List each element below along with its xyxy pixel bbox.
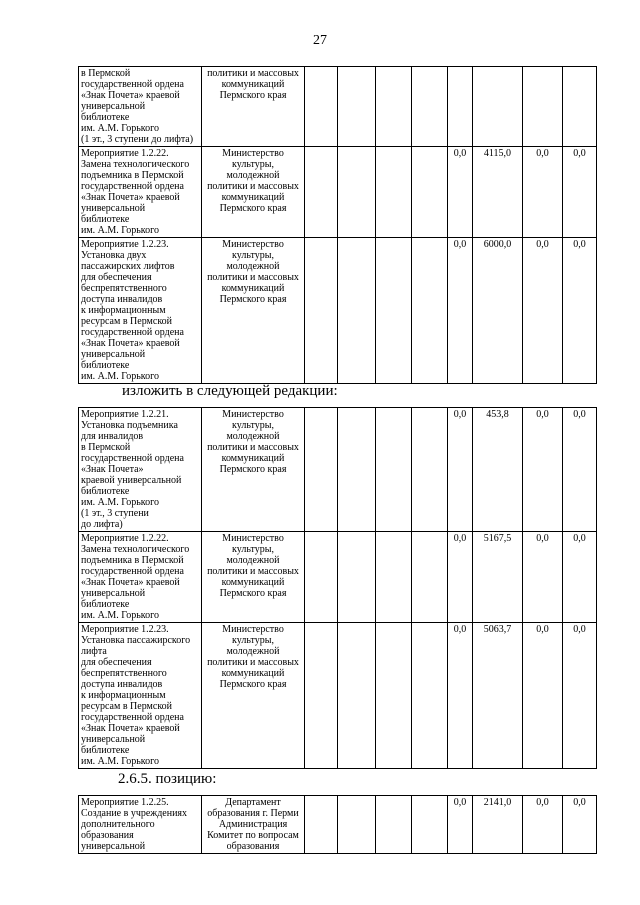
- table-row: [79, 147, 597, 238]
- empty-cell: [338, 238, 376, 384]
- executor-cell: Министерство культуры, молодежной политики и массовых коммуникаций Пермского края: [202, 532, 305, 623]
- executor-cell: политики и массовых коммуникаций Пермского края: [202, 67, 305, 147]
- empty-cell: [412, 408, 448, 532]
- empty-cell: [338, 623, 376, 769]
- value-cell: 0,0: [563, 532, 597, 623]
- value-cell: 0,0: [448, 623, 473, 769]
- value-cell: 4115,0: [473, 147, 523, 238]
- value-cell: 0,0: [523, 532, 563, 623]
- empty-cell: [376, 408, 412, 532]
- empty-cell: [412, 532, 448, 623]
- empty-cell: [305, 796, 338, 854]
- empty-cell: [376, 532, 412, 623]
- value-cell: 0,0: [563, 408, 597, 532]
- value-cell: 0,0: [523, 147, 563, 238]
- empty-cell: [376, 238, 412, 384]
- value-cell: 453,8: [473, 408, 523, 532]
- executor-cell: Министерство культуры, молодежной политики и массовых коммуникаций Пермского края: [202, 147, 305, 238]
- value-cell: 0,0: [448, 408, 473, 532]
- empty-cell: [376, 147, 412, 238]
- heading-new-wording: изложить в следующей редакции:: [122, 383, 338, 399]
- empty-cell: [412, 147, 448, 238]
- value-cell: 0,0: [523, 408, 563, 532]
- empty-cell: [412, 796, 448, 854]
- empty-cell: [376, 67, 412, 147]
- table-row: [79, 796, 597, 854]
- value-cell: [448, 67, 473, 147]
- value-cell: [523, 67, 563, 147]
- measure-name-cell: Мероприятие 1.2.23. Установка двух пассажирских лифтов для обеспечения беспрепятственного доступа инвалидов к информационным ресурсам в Пермской государственной ордена «Знак Почета» краевой универсальной библиотеке им. А.М. Горького: [79, 238, 202, 384]
- table-new-wording: [78, 407, 597, 769]
- page-number: 27: [313, 33, 327, 48]
- measure-name-cell: Мероприятие 1.2.21. Установка подъемника для инвалидов в Пермской государственной ордена «Знак Почета» краевой универсальной библиотеке им. А.М. Горького (1 эт., 3 ступени до лифта): [79, 408, 202, 532]
- value-cell: 0,0: [563, 238, 597, 384]
- table-row: [79, 408, 597, 532]
- empty-cell: [305, 408, 338, 532]
- executor-cell: Министерство культуры, молодежной политики и массовых коммуникаций Пермского края: [202, 238, 305, 384]
- value-cell: 0,0: [448, 147, 473, 238]
- empty-cell: [305, 623, 338, 769]
- value-cell: [473, 67, 523, 147]
- empty-cell: [305, 532, 338, 623]
- value-cell: 0,0: [523, 623, 563, 769]
- value-cell: 0,0: [563, 147, 597, 238]
- empty-cell: [305, 67, 338, 147]
- table-previous-wording: [78, 66, 597, 384]
- measure-name-cell: Мероприятие 1.2.22. Замена технологического подъемника в Пермской государственной ордена «Знак Почета» краевой универсальной библиотеке им. А.М. Горького: [79, 147, 202, 238]
- empty-cell: [338, 408, 376, 532]
- empty-cell: [338, 147, 376, 238]
- value-cell: 0,0: [448, 238, 473, 384]
- empty-cell: [305, 238, 338, 384]
- measure-name-cell: Мероприятие 1.2.25. Создание в учреждениях дополнительного образования универсальной: [79, 796, 202, 854]
- empty-cell: [376, 796, 412, 854]
- empty-cell: [338, 532, 376, 623]
- value-cell: 5167,5: [473, 532, 523, 623]
- executor-cell: Министерство культуры, молодежной политики и массовых коммуникаций Пермского края: [202, 408, 305, 532]
- empty-cell: [338, 796, 376, 854]
- value-cell: 0,0: [448, 796, 473, 854]
- table-position: [78, 795, 597, 854]
- value-cell: 0,0: [523, 238, 563, 384]
- value-cell: 6000,0: [473, 238, 523, 384]
- executor-cell: Департамент образования г. Перми Администрация Комитет по вопросам образования: [202, 796, 305, 854]
- heading-position: 2.6.5. позицию:: [118, 771, 217, 787]
- value-cell: 0,0: [563, 623, 597, 769]
- table-row: [79, 238, 597, 384]
- empty-cell: [376, 623, 412, 769]
- empty-cell: [412, 238, 448, 384]
- empty-cell: [305, 147, 338, 238]
- value-cell: 2141,0: [473, 796, 523, 854]
- measure-name-cell: Мероприятие 1.2.23. Установка пассажирского лифта для обеспечения беспрепятственного доступа инвалидов к информационным ресурсам в Пермской государственной ордена «Знак Почета» краевой универсальной библиотеке им. А.М. Горького: [79, 623, 202, 769]
- value-cell: [563, 67, 597, 147]
- measure-name-cell: в Пермской государственной ордена «Знак Почета» краевой универсальной библиотеке им. А.М. Горького (1 эт., 3 ступени до лифта): [79, 67, 202, 147]
- table-row: [79, 67, 597, 147]
- empty-cell: [412, 67, 448, 147]
- value-cell: 0,0: [523, 796, 563, 854]
- executor-cell: Министерство культуры, молодежной политики и массовых коммуникаций Пермского края: [202, 623, 305, 769]
- table-row: [79, 623, 597, 769]
- table-row: [79, 532, 597, 623]
- value-cell: 5063,7: [473, 623, 523, 769]
- empty-cell: [338, 67, 376, 147]
- measure-name-cell: Мероприятие 1.2.22. Замена технологического подъемника в Пермской государственной ордена «Знак Почета» краевой универсальной библиотеке им. А.М. Горького: [79, 532, 202, 623]
- value-cell: 0,0: [448, 532, 473, 623]
- empty-cell: [412, 623, 448, 769]
- value-cell: 0,0: [563, 796, 597, 854]
